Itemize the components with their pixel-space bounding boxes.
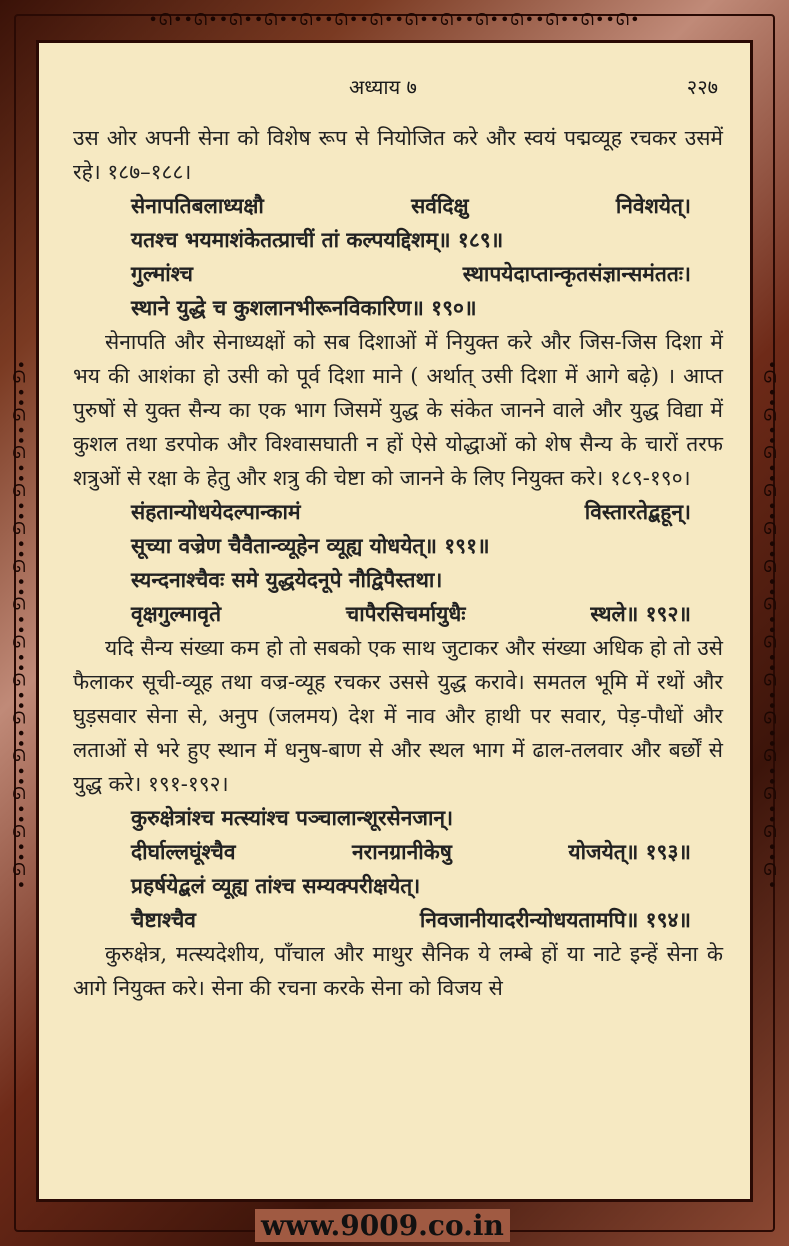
page-number: २२७: [686, 75, 718, 99]
prose-paragraph: उस ओर अपनी सेना को विशेष रूप से नियोजित करे और स्वयं पद्मव्यूह रचकर उसमें रहे। १८७–१८८।: [73, 126, 723, 184]
verse-segment: चैष्टाश्चैव: [131, 907, 196, 932]
verse-block: [73, 801, 723, 937]
verse-segment: स्थले॥ १९२॥: [590, 601, 691, 626]
verse-line: [73, 869, 691, 903]
page-header: [39, 73, 750, 103]
chapter-title: अध्याय ७: [349, 75, 417, 99]
border-top-ornament: •ᘏ••ᘏ••ᘏ••ᘏ••ᘏ••ᘏ••ᘏ••ᘏ••ᘏ••ᘏ••ᘏ••ᘏ••ᘏ••ᘏ•: [148, 10, 641, 29]
verse-segment: स्थापयेदाप्तान्कृतसंज्ञान्समंततः।: [462, 261, 691, 286]
page-content: [73, 121, 723, 1005]
verse-segment: योजयेत्॥ १९३॥: [568, 839, 691, 864]
verse-segment: सेनापतिबलाध्यक्षौ: [131, 193, 264, 218]
verse-segment: गुल्मांश्च: [131, 261, 193, 286]
verse-block: [73, 189, 723, 325]
verse-line: [73, 563, 691, 597]
border-left-ornament: •ᘏ••ᘏ••ᘏ••ᘏ••ᘏ••ᘏ••ᘏ••ᘏ••ᘏ••ᘏ••ᘏ••ᘏ••ᘏ••ᘏ•: [11, 359, 30, 891]
verse-segment: कुरुक्षेत्रांश्च मत्स्यांश्च पञ्चालान्शूरसेनजान्।: [131, 805, 454, 830]
verse-line: [73, 529, 691, 563]
verse-segment: संहतान्योधयेदल्पान्कामं: [131, 499, 301, 524]
verse-block: [73, 495, 723, 631]
verse-segment: दीर्घाल्लघूंश्चैव: [131, 839, 236, 864]
verse-segment: स्यन्दनाश्चैवः समे युद्धयेदनूपे नौद्विपैस्तथा।: [131, 567, 443, 592]
verse-line: [73, 257, 691, 291]
page-footer: [0, 1209, 789, 1246]
verse-line: [73, 495, 691, 529]
verse-segment: सूच्या वज्रेण चैवैतान्व्यूहेन व्यूह्य योधयेत्॥ १९१॥: [131, 533, 490, 558]
verse-line: [73, 835, 691, 869]
book-page: [36, 40, 753, 1202]
verse-line: [73, 801, 691, 835]
website-url[interactable]: www.9009.co.in: [255, 1209, 510, 1242]
verse-segment: नरानग्रानीकेषु: [351, 839, 452, 864]
verse-segment: स्थाने युद्धे च कुशलानभीरूनविकारिण॥ १९०॥: [131, 295, 477, 320]
verse-segment: विस्तारतेद्बहून्।: [584, 499, 691, 524]
verse-segment: वृक्षगुल्मावृते: [131, 601, 222, 626]
verse-line: [73, 903, 691, 937]
verse-segment: निवेशयेत्।: [615, 193, 691, 218]
verse-segment: यतश्च भयमाशंकेतत्प्राचीं तां कल्पयद्दिशम्॥ १८९॥: [131, 227, 504, 252]
verse-segment: सर्वदिक्षु: [411, 193, 469, 218]
prose-paragraph: सेनापति और सेनाध्यक्षों को सब दिशाओं में नियुक्त करे और जिस-जिस दिशा में भय की आशंका हो उसी को पूर्व दिशा माने ( अर्थात् उसी दिशा में आगे बढ़े) । आप्त पुरुषों से युक्त सैन्य का एक भाग जिसमें युद्ध के संकेत जानने वाले और युद्ध विद्या में कुशल तथा डरपोक और विश्वासघाती न हों ऐसे योद्धाओं को शेष सैन्य के चारों तरफ शत्रुओं से रक्षा के हेतु और शत्रु की चेष्टा को जानने के लिए नियुक्त करे। १८९-१९०।: [73, 330, 723, 490]
verse-line: [73, 189, 691, 223]
verse-line: [73, 223, 691, 257]
verse-segment: निवजानीयादरीन्योधयतामपि॥ १९४॥: [419, 907, 691, 932]
prose-paragraph: कुरुक्षेत्र, मत्स्यदेशीय, पाँचाल और माथुर सैनिक ये लम्बे हों या नाटे इन्हें सेना के आगे नियुक्त करे। सेना की रचना करके सेना को विजय से: [73, 942, 723, 1000]
verse-line: [73, 597, 691, 631]
prose-paragraph: यदि सैन्य संख्या कम हो तो सबको एक साथ जुटाकर और संख्या अधिक हो तो उसे फैलाकर सूची-व्यूह तथा वज्र-व्यूह रचकर उससे युद्ध करावे। समतल भूमि में रथों और घुड़सवार सेना से, अनुप (जलमय) देश में नाव और हाथी पर सवार, पेड़-पौधों और लताओं से भरे हुए स्थान में धनुष-बाण से और स्थल भाग में ढाल-तलवार और बर्छों से युद्ध करे। १९१-१९२।: [73, 636, 723, 796]
border-right-ornament: •ᘏ••ᘏ••ᘏ••ᘏ••ᘏ••ᘏ••ᘏ••ᘏ••ᘏ••ᘏ••ᘏ••ᘏ••ᘏ••ᘏ•: [762, 359, 781, 891]
verse-segment: चापैरसिचर्मायुधैः: [345, 601, 466, 626]
verse-segment: प्रहर्षयेद्बलं व्यूह्य तांश्च सम्यक्परीक्षयेत्।: [131, 873, 421, 898]
verse-line: [73, 291, 691, 325]
